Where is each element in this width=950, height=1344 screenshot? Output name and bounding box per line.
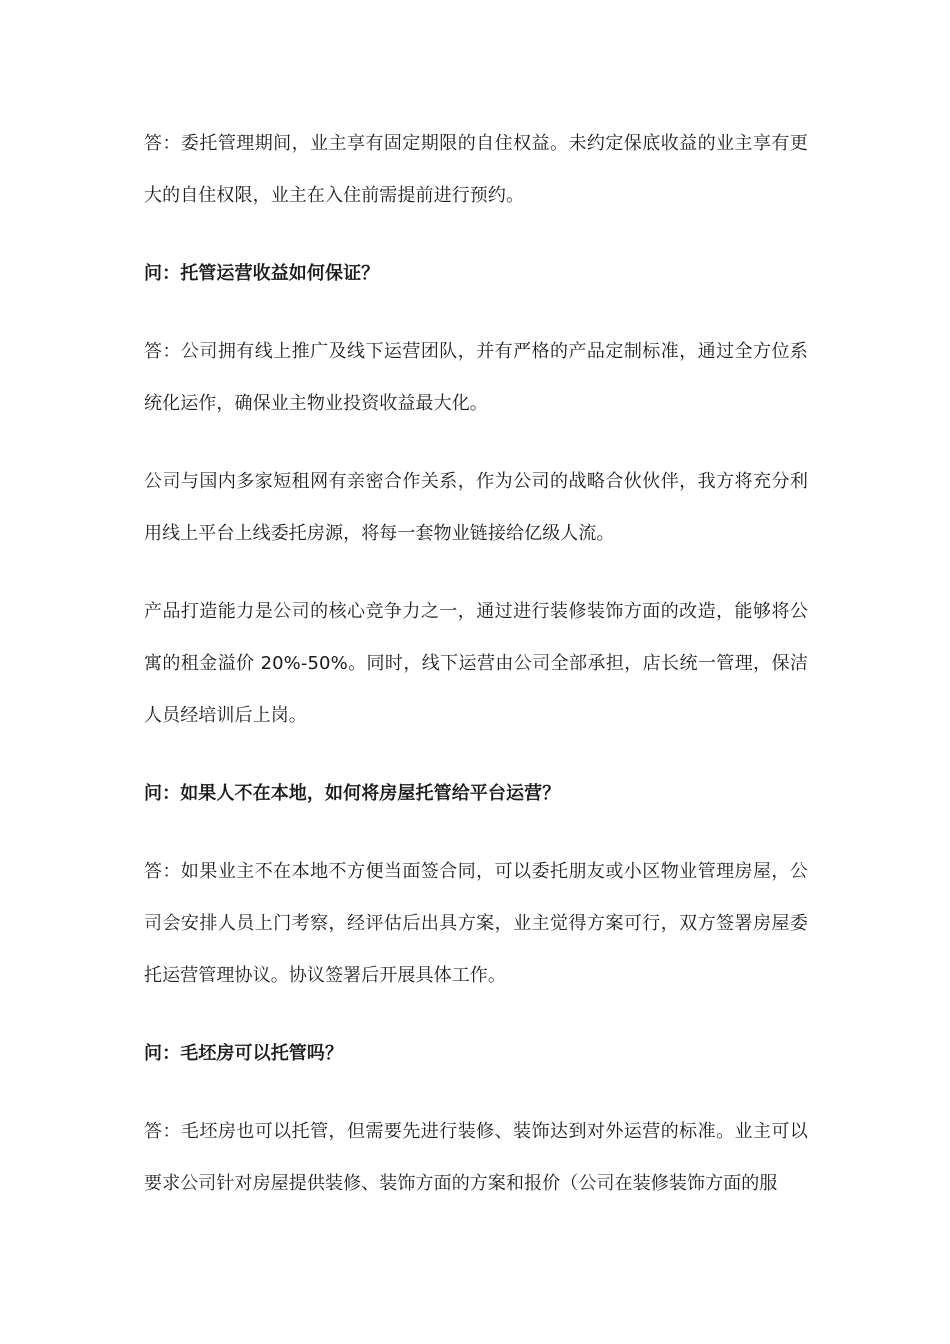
question-paragraph-1	[144, 248, 808, 300]
answer-text: 在装修装饰方面的服	[614, 1173, 778, 1194]
company-name: 公司	[180, 1173, 217, 1194]
answer-text: 拥有线上推广及线下运营团队，并有严格的产品定制标准，通过全方位系统化运作，确保业主物业投资收益最大化。	[144, 341, 809, 414]
company-name: 公司	[144, 471, 181, 492]
company-name: 公司	[578, 1173, 615, 1194]
company-name: 公司	[180, 341, 218, 362]
answer-text: 产品打造能力是	[144, 601, 274, 622]
company-name: 公司	[144, 861, 808, 934]
question-paragraph-3	[144, 1028, 808, 1080]
answer-paragraph-3	[144, 456, 808, 560]
answer-text: 答：如果业主不在本地不方便当面签合同，可以委托朋友或小区物业管理房屋，	[144, 861, 790, 882]
question-text: 问：托管运营收益如何保证？	[144, 263, 380, 284]
answer-paragraph-5	[144, 846, 808, 1002]
answer-prefix: 答：	[144, 341, 181, 362]
company-name: 公司	[273, 601, 311, 622]
answer-text: 答：委托管理期间，业主享有固定期限的自住权益。未约定保底收益的业主享有更大的自住权限，业主在入住前需提前进行预约。	[144, 133, 808, 206]
question-text: 问：如果人不在本地，如何将房屋托管给平台运营？	[144, 783, 561, 804]
answer-text: 针对房屋提供装修、装饰方面的方案和报价（	[216, 1173, 579, 1194]
question-text: 问：毛坯房可以托管吗？	[144, 1043, 344, 1064]
answer-text: 与国内多家短租网有亲密合作关系，作为公司的战略合伙伙伴，我方将充分利用线上平台上线委托房源，将每一套物业链接给亿级人流。	[144, 471, 809, 544]
company-name: 公司	[513, 653, 551, 674]
answer-paragraph-1	[144, 118, 808, 222]
answer-text: 会安排人员上门考察，经评估后出具方案，业主觉得方案可行，双方签署房屋委托运营管理协议。协议签署后开展具体工作。	[144, 913, 809, 986]
answer-text: 全部承担，店长统一管理，保洁人员经培训后上岗。	[144, 653, 809, 726]
question-paragraph-2	[144, 768, 808, 820]
answer-paragraph-4	[144, 586, 808, 742]
answer-paragraph-6	[144, 1106, 808, 1210]
answer-paragraph-2	[144, 326, 808, 430]
answer-text: 答：毛坯房也可以托管，但需要先进行装修、装饰达到对外运营的标准。业主可以要求	[144, 1121, 808, 1194]
answer-text: 的核心竞争力之一，通过进行装修装饰方面的改造，能够将公寓的租金溢价 20%-50%。同时，线下运营由	[144, 601, 809, 674]
document-body	[144, 118, 808, 1236]
